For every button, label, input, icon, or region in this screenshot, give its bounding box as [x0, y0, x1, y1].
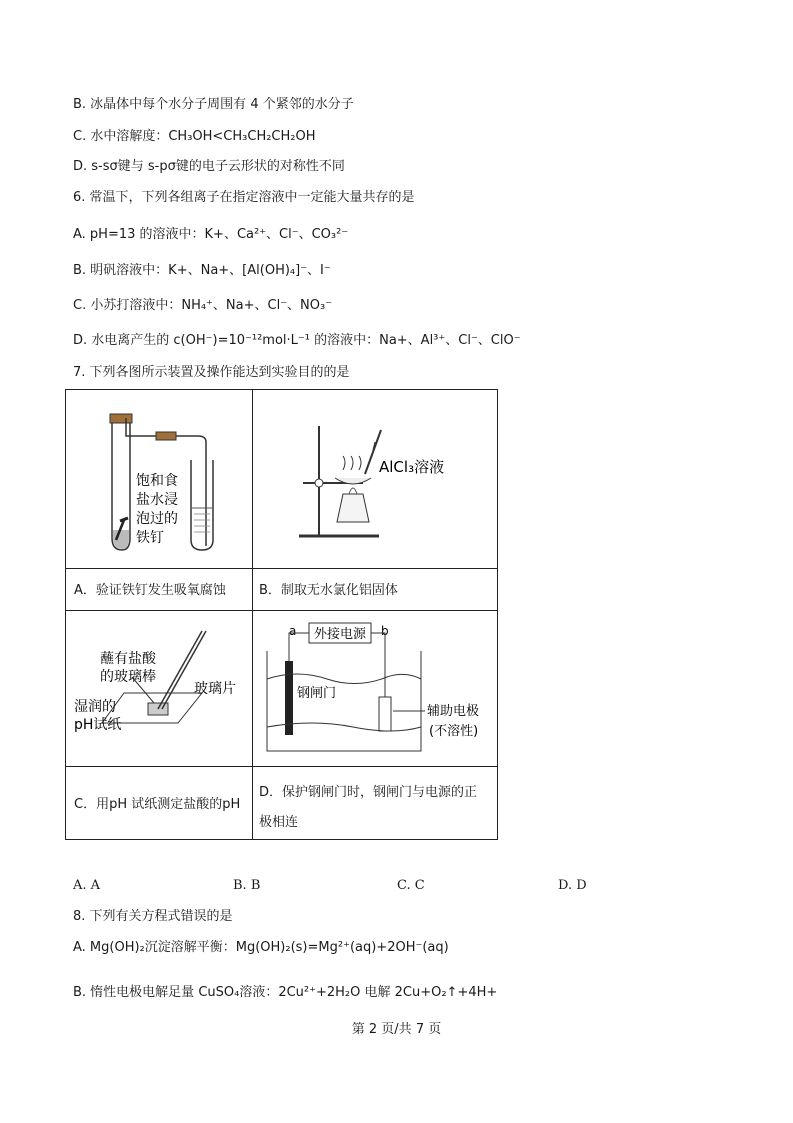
label-c-line4: 湿润的: [74, 699, 116, 715]
caption-d: [259, 778, 477, 838]
label-terminal-b: b: [381, 624, 389, 638]
label-steel-gate: 钢闸门: [297, 686, 337, 701]
table-divider: [66, 766, 497, 767]
option-6d: D. 水电离产生的 c(OH⁻)=10⁻¹²mol·L⁻¹ 的溶液中：Na+、Al³⁺、Cl⁻、ClO⁻: [73, 333, 521, 348]
figure-b-evaporation: [253, 390, 497, 568]
question-7: 7. 下列各图所示装置及操作能达到实验目的的是: [73, 365, 350, 380]
label-power: 外接电源: [314, 627, 367, 642]
question-8: 8. 下列有关方程式错误的是: [73, 909, 233, 924]
label-a-line2: 盐水浸: [136, 492, 178, 508]
page-footer: 第 2 页/共 7 页: [351, 1022, 442, 1037]
option-5b: B. 冰晶体中每个水分子周围有 4 个紧邻的水分子: [73, 97, 354, 112]
caption-c: C．用pH 试纸测定盐酸的pH: [74, 797, 241, 812]
option-6a: A. pH=13 的溶液中：K+、Ca²⁺、Cl⁻、CO₃²⁻: [73, 227, 349, 242]
caption-d-line1: D．保护钢闸门时，钢闸门与电源的正: [259, 785, 478, 800]
answer-b: B. B: [233, 878, 261, 893]
label-a-line3: 泡过的: [136, 511, 178, 527]
option-8b: B. 惰性电极电解足量 CuSO₄溶液：2Cu²⁺+2H₂O 电解 2Cu+O₂↑+4H+: [73, 985, 498, 1000]
experiment-table: [65, 389, 498, 840]
caption-a: A．验证铁钉发生吸氧腐蚀: [74, 583, 226, 598]
label-c-line2: 的玻璃棒: [100, 669, 156, 685]
caption-b: B．制取无水氯化铝固体: [259, 583, 398, 598]
label-a-line1: 饱和食: [136, 473, 178, 489]
label-c-glass: 玻璃片: [194, 681, 236, 697]
label-alcl3: AlCl₃溶液: [379, 458, 445, 476]
answer-a: A. A: [73, 878, 101, 893]
figure-d-cathodic-protection: [253, 611, 497, 766]
question-6: 6. 常温下，下列各组离子在指定溶液中一定能大量共存的是: [73, 190, 415, 205]
figure-c-ph-test: [66, 611, 252, 766]
option-5d: D. s-sσ键与 s-pσ键的电子云形状的对称性不同: [73, 159, 345, 174]
option-5c: C. 水中溶解度：CH₃OH<CH₃CH₂CH₂OH: [73, 129, 316, 144]
option-6c: C. 小苏打溶液中：NH₄⁺、Na+、Cl⁻、NO₃⁻: [73, 298, 333, 313]
option-8a: A. Mg(OH)₂沉淀溶解平衡：Mg(OH)₂(s)=Mg²⁺(aq)+2OH⁻(aq): [73, 940, 449, 955]
label-insoluble: (不溶性): [429, 724, 479, 739]
label-aux-electrode: 辅助电极: [427, 704, 480, 719]
label-a-line4: 铁钉: [136, 530, 164, 546]
option-6b: B. 明矾溶液中：K+、Na+、[Al(OH)₄]⁻、I⁻: [73, 263, 331, 278]
answer-c: C. C: [397, 878, 425, 893]
table-divider: [66, 568, 497, 569]
label-terminal-a: a: [289, 624, 297, 638]
answer-d: D. D: [558, 878, 587, 893]
caption-d-line2: 极相连: [259, 815, 299, 830]
label-c-line1: 蘸有盐酸: [100, 651, 156, 667]
label-c-line5: pH试纸: [74, 717, 122, 733]
figure-a-rust-apparatus: [66, 390, 252, 568]
